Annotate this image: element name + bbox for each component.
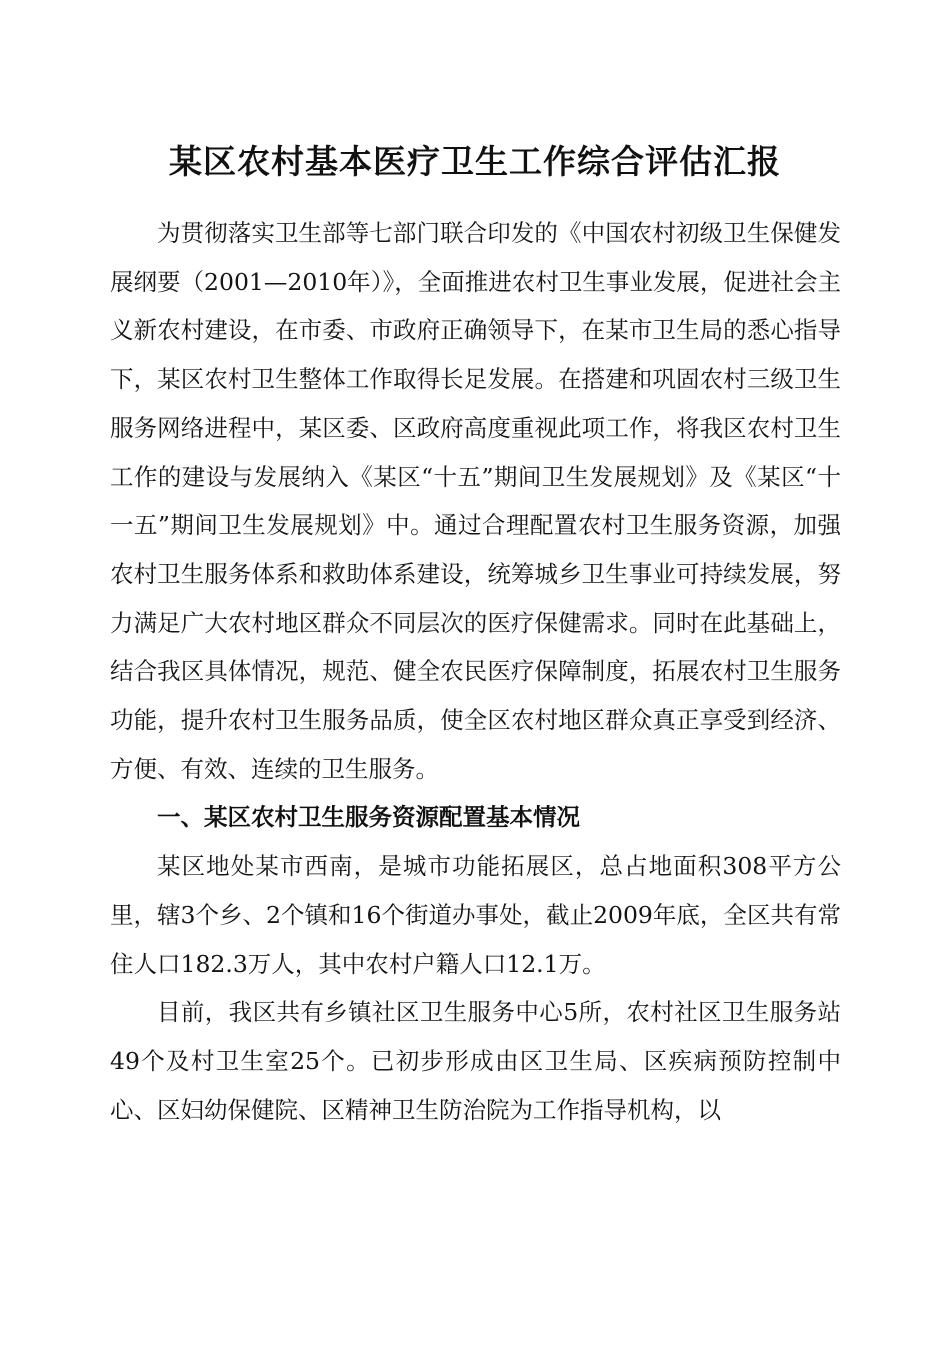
section-paragraph-location: 某区地处某市西南，是城市功能拓展区，总占地面积308平方公里，辖3个乡、2个镇和16个街道办事处，截止2009年底，全区共有常住人口182.3万人，其中农村户籍人口12.1万。 (110, 852, 841, 978)
document-title: 某区农村基本医疗卫生工作综合评估汇报 (169, 142, 781, 181)
section-paragraph-facilities: 目前，我区共有乡镇社区卫生服务中心5所，农村社区卫生服务站49个及村卫生室25个。已初步形成由区卫生局、区疾病预防控制中心、区妇幼保健院、区精神卫生防治院为工作指导机构，以 (110, 998, 841, 1124)
section-heading: 一、某区农村卫生服务资源配置基本情况 (157, 803, 580, 832)
document-body (110, 209, 841, 1134)
intro-paragraph: 为贯彻落实卫生部等七部门联合印发的《中国农村初级卫生保健发展纲要（2001—2010年）》，全面推进农村卫生事业发展，促进社会主义新农村建设，在市委、市政府正确领导下，在某市卫生局的悉心指导下，某区农村卫生整体工作取得长足发展。在搭建和巩固农村三级卫生服务网络进程中，某区委、区政府高度重视此项工作，将我区农村卫生工作的建设与发展纳入《某区“十五”期间卫生发展规划》及《某区“十一五”期间卫生发展规划》中。通过合理配置农村卫生服务资源，加强农村卫生服务体系和救助体系建设，统筹城乡卫生事业可持续发展，努力满足广大农村地区群众不同层次的医疗保健需求。同时在此基础上，结合我区具体情况，规范、健全农民医疗保障制度，拓展农村卫生服务功能，提升农村卫生服务品质，使全区农村地区群众真正享受到经济、方便、有效、连续的卫生服务。 (110, 219, 841, 783)
